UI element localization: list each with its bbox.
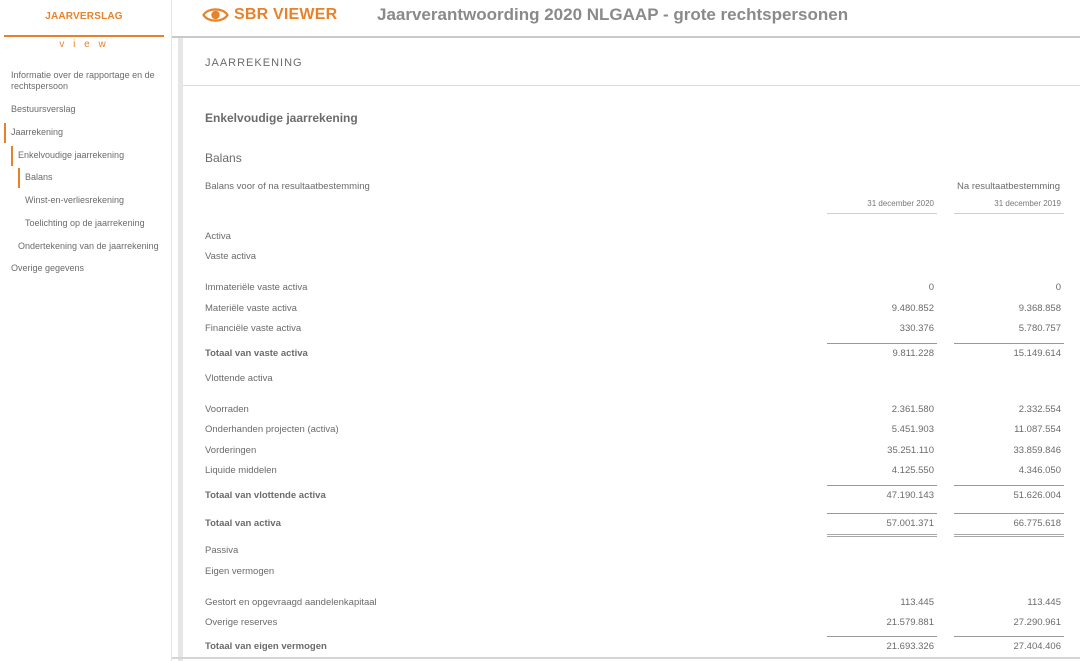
nav-item-enkelvoudige[interactable]: Enkelvoudige jaarrekening	[18, 150, 125, 160]
row-label: Financiële vaste activa	[205, 323, 302, 334]
row-label: Gestort en opgevraagd aandelenkapitaal	[205, 597, 377, 608]
table-row-total	[205, 641, 1060, 655]
sidebar-brand	[0, 0, 172, 38]
table-row	[205, 323, 1060, 337]
row-label: Totaal van vaste activa	[205, 348, 308, 359]
nav-item-winst-en-verlies[interactable]: Winst-en-verliesrekening	[25, 195, 125, 205]
total-rule	[954, 513, 1064, 514]
page-title: Jaarverantwoording 2020 NLGAAP - grote rechtspersonen	[377, 5, 849, 24]
row-value-2019: 4.346.050	[1018, 465, 1061, 476]
row-value-2020: 113.445	[900, 597, 934, 608]
table-row	[205, 617, 1060, 631]
nav-item-balans[interactable]: Balans	[25, 172, 53, 182]
table-row	[205, 251, 1060, 265]
total-rule	[827, 485, 937, 486]
section-divider	[183, 85, 1080, 86]
row-value-2020: 330.376	[899, 323, 934, 334]
row-label: Immateriële vaste activa	[205, 282, 308, 293]
nav-item-ondertekening[interactable]: Ondertekening van de jaarrekening	[18, 241, 159, 251]
bottom-scroll-edge	[172, 657, 1080, 659]
table-row-total	[205, 490, 1060, 504]
sidebar	[0, 0, 172, 661]
table-row	[205, 566, 1060, 580]
section-heading: JAARREKENING	[205, 57, 303, 69]
table-row	[205, 424, 1060, 438]
row-label: Materiële vaste activa	[205, 303, 297, 314]
row-label: Activa	[205, 231, 231, 242]
row-value-2020: 35.251.110	[887, 445, 934, 456]
nav-item-bestuursverslag[interactable]: Bestuursverslag	[11, 104, 76, 114]
total-rule	[827, 343, 937, 344]
row-value-2019: 27.290.961	[1013, 617, 1061, 628]
total-rule	[827, 636, 937, 637]
row-value-2020: 21.693.326	[886, 641, 934, 652]
row-value-2020: 9.811.228	[892, 348, 934, 359]
row-label: Totaal van vlottende activa	[205, 490, 326, 501]
nav-item-overige-gegevens[interactable]: Overige gegevens	[11, 263, 85, 273]
row-label: Vaste activa	[205, 251, 257, 262]
row-label: Eigen vermogen	[205, 566, 275, 577]
row-value-2019: 27.404.406	[1013, 641, 1061, 652]
logo-text: SBR VIEWER	[234, 6, 338, 23]
row-label: Voorraden	[205, 404, 249, 415]
eye-icon	[202, 6, 229, 24]
table-row	[205, 404, 1060, 418]
table-row-grand-total	[205, 518, 1060, 532]
row-label: Vorderingen	[205, 445, 257, 456]
brand-title: JAARVERSLAG	[45, 11, 123, 22]
view-label: v i e w	[59, 39, 109, 50]
row-label: Liquide middelen	[205, 465, 277, 476]
row-value-2020: 9.480.852	[891, 303, 934, 314]
report-heading: Enkelvoudige jaarrekening	[205, 111, 358, 125]
row-value-2020: 57.001.371	[886, 518, 934, 529]
row-label: Overige reserves	[205, 617, 278, 628]
table-row	[205, 282, 1060, 296]
column-header-2020: 31 december 2020	[867, 199, 934, 208]
table-row	[205, 231, 1060, 245]
row-value-2020: 2.361.580	[891, 404, 934, 415]
row-value-2019: 33.859.846	[1013, 445, 1061, 456]
table-row	[205, 373, 1060, 387]
table-row	[205, 445, 1060, 459]
table-row	[205, 465, 1060, 479]
row-value-2020: 47.190.143	[886, 490, 934, 501]
total-rule	[954, 343, 1064, 344]
nav-item-jaarrekening[interactable]: Jaarrekening	[11, 127, 64, 137]
total-rule	[954, 485, 1064, 486]
row-label: Onderhanden projecten (activa)	[205, 424, 339, 435]
report-content	[183, 40, 1080, 657]
column-header-rule	[954, 213, 1064, 214]
report-subheading: Balans	[205, 151, 242, 165]
brand-underline	[4, 35, 164, 37]
table-row-total	[205, 348, 1060, 362]
app-header	[172, 0, 1080, 38]
row-value-2019: 15.149.614	[1013, 348, 1061, 359]
row-value-2019: 11.087.554	[1014, 424, 1061, 435]
row-label: Totaal van eigen vermogen	[205, 641, 327, 652]
column-header-2019: 31 december 2019	[994, 199, 1061, 208]
row-value-2019: 113.445	[1027, 597, 1061, 608]
grand-total-double-rule	[954, 534, 1064, 537]
table-row	[205, 303, 1060, 317]
row-value-2019: 9.368.858	[1018, 303, 1061, 314]
row-value-2019: 51.626.004	[1013, 490, 1061, 501]
table-row	[205, 545, 1060, 559]
table-row	[205, 597, 1060, 611]
sbr-viewer-logo[interactable]	[202, 4, 337, 26]
column-header-rule	[827, 213, 937, 214]
nav-item-informatie[interactable]: Informatie over de rapportage en de rechtspersoon	[11, 70, 155, 91]
row-value-2019: 66.775.618	[1013, 518, 1061, 529]
row-value-2020: 21.579.881	[886, 617, 934, 628]
row-label: Vlottende activa	[205, 373, 273, 384]
row-value-2020: 0	[928, 282, 934, 293]
row-value-2019: 2.332.554	[1018, 404, 1061, 415]
row-label: Passiva	[205, 545, 239, 556]
total-rule	[954, 636, 1064, 637]
grand-total-double-rule	[827, 534, 937, 537]
row-label: Totaal van activa	[205, 518, 281, 529]
total-rule	[827, 513, 937, 514]
nav-item-toelichting[interactable]: Toelichting op de jaarrekening	[25, 218, 145, 228]
row-value-2020: 4.125.550	[891, 465, 934, 476]
balance-type-label: Balans voor of na resultaatbestemming	[205, 181, 370, 192]
row-value-2019: 5.780.757	[1018, 323, 1061, 334]
balance-type-value: Na resultaatbestemming	[957, 181, 1060, 192]
row-value-2020: 5.451.903	[891, 424, 934, 435]
row-value-2019: 0	[1055, 282, 1061, 293]
